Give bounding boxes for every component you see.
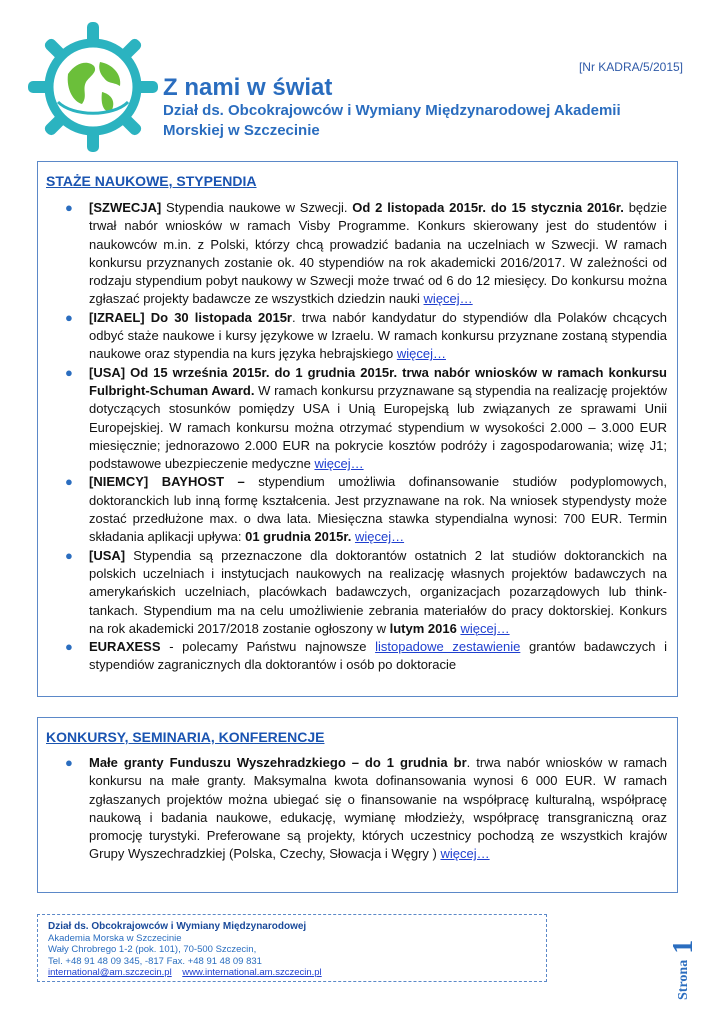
zestawienie-link[interactable]: listopadowe zestawienie — [375, 639, 521, 655]
more-link[interactable]: więcej… — [314, 456, 364, 472]
footer-heading: Dział ds. Obcokrajowców i Wymiany Międzynarodowej — [48, 921, 307, 932]
footer-address: Wały Chrobrego 1-2 (pok. 101), 70-500 Szczecin, — [48, 944, 257, 955]
item-bold: [USA] Od 15 września 2015r. do 1 grudnia 2015r. trwa nabór wniosków w ramach konkursu Fulbright-Schuman Award. — [89, 364, 667, 398]
bullet-icon: ● — [65, 309, 73, 325]
item-bold: [IZRAEL] Do 30 listopada 2015r — [89, 309, 292, 325]
ship-wheel-globe-logo — [28, 22, 158, 152]
item-bold: EURAXESS — [89, 639, 161, 655]
list-item — [38, 199, 677, 309]
footer-email-link[interactable]: international@am.szczecin.pl — [48, 967, 172, 978]
list-item — [38, 754, 677, 864]
section-scholarships — [37, 161, 678, 697]
more-link[interactable]: więcej… — [396, 346, 446, 362]
scholarship-list — [38, 199, 677, 675]
bullet-icon: ● — [65, 364, 73, 380]
footer-institution: Akademia Morska w Szczecinie — [48, 932, 182, 944]
bullet-icon: ● — [65, 755, 73, 770]
item-text: W ramach konkursu przyznawane są stypendia na realizację projektów dotyczących stosunków pomiędzy USA i Unią Europejską lub związanych ze sprawami Unii Europejskiej. W ramach konkursu można otrzymać stypendium w wysokości 2.000 – 3.000 EUR miesięcznie; jednorazowo 2.000 EUR na pokrycie kosztów podróży i zagospodarowania; wizę J1; podstawowe ubezpieczenie medyczne — [89, 382, 667, 472]
more-link[interactable]: więcej… — [354, 529, 405, 545]
section-competitions — [37, 717, 678, 893]
bullet-icon: ● — [65, 547, 73, 563]
page-title: Z nami w świat — [163, 74, 333, 101]
item-text: . trwa nabór wniosków w ramach konkursu na małe granty. Maksymalna kwota dofinansowania wynosi 6 000 EUR. W ramach zgłaszanych projektów można ubiegać się o finansowanie na współpracę kulturalną, współpracę naukową i badania naukowe, edukację, wymianę młodzieży, współpracę transgraniczną oraz promocję turystyki. Preferowane są projekty, których uczestnicy pochodzą ze wszystkich krajów Grupy Wyszechradzkiej (Polska, Czechy, Słowacja i Węgry ) — [89, 755, 667, 862]
item-bold: 01 grudnia 2015r. — [245, 529, 352, 545]
bullet-icon: ● — [65, 639, 73, 655]
item-text: Stypendia naukowe w Szwecji. — [161, 200, 353, 215]
item-bold: Od 2 listopada 2015r. do 15 stycznia 2016r. — [352, 200, 624, 215]
page-number: 1 — [668, 939, 699, 954]
section-heading: STAŻE NAUKOWE, STYPENDIA — [46, 173, 257, 189]
footer-web-link[interactable]: www.international.am.szczecin.pl — [182, 967, 322, 978]
page-label: Strona — [676, 959, 691, 1000]
item-text: . trwa nabór kandydatur do stypendiów dla Polaków chcących odbyć staże naukowe i kursy językowe w Izraelu. W ramach konkursu przyznane zostaną stypendia naukowe oraz stypendia na kurs języka hebrajskiego — [89, 309, 667, 362]
list-item — [38, 364, 677, 474]
item-text: Stypendia są przeznaczone dla doktorantów ostatnich 2 lat studiów doktoranckich na polskich uczelniach i instytucjach naukowych na realizację własnych projektów badawczych na amerykańskich uczelniach, placówkach badawczych, organizacjach pozarządowych lub think-tankach. Stypendium ma na celu umożliwienie zebrania materiałów do pracy doktorskiej. Konkurs na rok akademicki 2017/2018 zostanie ogłoszony w — [89, 547, 667, 636]
page-subtitle: Dział ds. Obcokrajowców i Wymiany Międzynarodowej Akademii Morskiej w Szczecinie — [163, 102, 621, 139]
list-item — [38, 547, 677, 638]
item-bold: [USA] — [89, 547, 126, 563]
item-bold: lutym 2016 — [389, 620, 457, 636]
list-item — [38, 309, 677, 364]
competition-list — [38, 754, 677, 864]
bullet-icon: ● — [65, 200, 73, 215]
item-text: grantów badawczych i stypendiów zagranicznych dla doktorantów i osób po doktoracie — [89, 639, 668, 673]
more-link[interactable]: więcej… — [440, 846, 490, 862]
contact-footer — [37, 914, 547, 982]
list-item — [38, 473, 677, 546]
more-link[interactable]: więcej… — [460, 620, 510, 636]
bullet-icon: ● — [65, 474, 73, 490]
item-text: stypendium umożliwia dofinansowanie studiów podyplomowych, doktoranckich lub inną formę kształcenia. Jest przyznawane na rok. Na wniosek stypendysty może zostać przedłużone max. o dwa lata. Miesięczna stawka stypendialna wynosi: 700 EUR. Termin składania aplikacji upływa: — [89, 474, 667, 545]
page-number-label — [668, 940, 700, 1000]
item-text: - polecamy Państwu najnowsze — [160, 639, 376, 655]
item-bold: [SZWECJA] — [89, 200, 162, 215]
document-number: [Nr KADRA/5/2015] — [578, 60, 683, 74]
item-bold: [NIEMCY] BAYHOST – — [89, 474, 245, 490]
item-text: będzie trwał nabór wniosków w ramach Visby Programme. Konkurs skierowany jest do studentów i naukowców m.in. z Polski, którzy chcą prowadzić badania na uczelniach w Szwecji. W ramach konkursu przyznanych zostanie ok. 40 stypendiów na rok akademicki 2016/2017. W zależności od rodzaju stypendium pobyt naukowy w Szwecji może trwać od 6 do 12 miesięcy. Do konkursu można zgłaszać projekty badawcze ze wszystkich dziedzin nauki — [89, 200, 667, 307]
footer-phone: Tel. +48 91 48 09 345, -817 Fax. +48 91 48 09 831 — [48, 955, 262, 967]
section-heading: KONKURSY, SEMINARIA, KONFERENCJE — [46, 729, 325, 745]
item-bold: Małe granty Funduszu Wyszehradzkiego – do 1 grudnia br — [89, 755, 467, 770]
list-item — [38, 638, 677, 675]
more-link[interactable]: więcej… — [423, 291, 473, 307]
